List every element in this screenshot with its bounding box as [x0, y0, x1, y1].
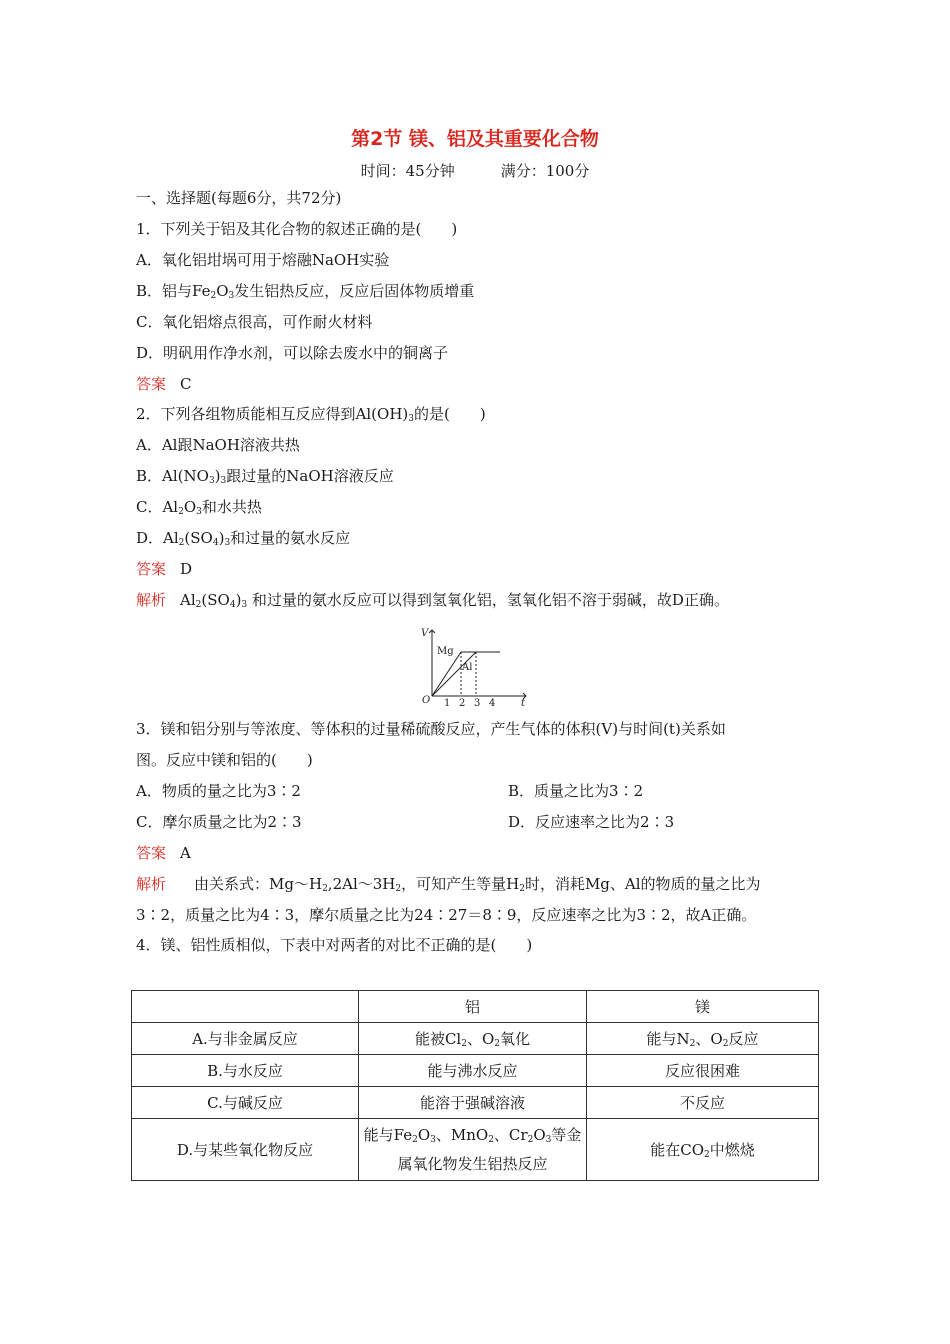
origin-label: O — [422, 695, 431, 706]
full-score: 满分：100分 — [500, 162, 590, 180]
table-header-cell: 镁 — [587, 991, 819, 1023]
q3-option-d: D．反应速率之比为2∶3 — [508, 813, 675, 831]
table-cell: 能溶于强碱溶液 — [359, 1087, 587, 1119]
section-heading: 一、选择题(每题6分，共72分) — [136, 189, 342, 207]
tick-label: 4 — [489, 698, 496, 708]
tick-label: 2 — [459, 698, 466, 708]
table-cell: 反应很困难 — [587, 1055, 819, 1087]
q4-stem: 4．镁、铝性质相似，下表中对两者的对比不正确的是( ) — [136, 936, 533, 954]
mg-label: Mg — [437, 646, 454, 657]
q3-analysis-line2: 3∶2，质量之比为4∶3，摩尔质量之比为24∶27＝8∶9，反应速率之比为3∶2，故A正确。 — [136, 906, 757, 924]
y-axis-label: V — [421, 628, 429, 639]
exam-meta — [0, 160, 950, 181]
table-cell-line: 属氧化物发生铝热反应 — [397, 1154, 548, 1173]
q1-stem: 1．下列关于铝及其化合物的叙述正确的是( ) — [136, 220, 458, 238]
q2-option-b: B．$Al(NO_3)_3$跟过量的NaOH溶液反应 — [136, 467, 394, 486]
q3-stem-line1: 3．镁和铝分别与等浓度、等体积的过量稀硫酸反应，产生气体的体积(V)与时间(t)关系如 — [136, 720, 726, 738]
q1-option-b: B．铝与$Fe_2O_3$发生铝热反应，反应后固体物质增重 — [136, 282, 475, 301]
tick-label: 1 — [444, 698, 451, 708]
time-limit: 时间：45分钟 — [360, 162, 455, 180]
q2-answer: 答案 D — [136, 560, 193, 578]
table-row — [132, 1119, 819, 1181]
table-header-cell — [132, 991, 359, 1023]
q1-option-d: D．明矾用作净水剂，可以除去废水中的铜离子 — [136, 344, 449, 362]
table-cell: A.与非金属反应 — [132, 1023, 359, 1055]
q2-option-a: A．Al跟NaOH溶液共热 — [136, 436, 300, 454]
q3-option-b: B．质量之比为3∶2 — [508, 782, 644, 800]
q3-option-c: C．摩尔质量之比为2∶3 — [136, 813, 302, 831]
table-cell: 不反应 — [587, 1087, 819, 1119]
q1-option-a: A．氧化铝坩埚可用于熔融NaOH实验 — [136, 251, 390, 269]
table-cell: 能被$Cl_2$、$O_2$氧化 — [359, 1023, 587, 1055]
table-row — [132, 1055, 819, 1087]
table-cell: B.与水反应 — [132, 1055, 359, 1087]
table-cell: 能与$N_2$、$O_2$反应 — [587, 1023, 819, 1055]
q3-option-a: A．物质的量之比为3∶2 — [136, 782, 301, 800]
q2-stem: 2．下列各组物质能相互反应得到$Al(OH)_3$的是( ) — [136, 405, 486, 424]
q2-option-d: D．$Al_2(SO_4)_3$和过量的氨水反应 — [136, 529, 351, 548]
comparison-table — [131, 990, 819, 1181]
volume-time-graph — [418, 626, 533, 708]
q2-option-c: C．$Al_2O_3$和水共热 — [136, 498, 262, 517]
table-cell-line: 能与$Fe_2O_3$、MnO$_2$、$Cr_2O_3$等金 — [363, 1125, 582, 1145]
q1-answer: 答案 C — [136, 375, 192, 393]
q3-analysis-line1: 解析 由关系式：$Mg\sim H_2,2Al\sim 3H_2$，可知产生等量$H_2$时，消耗Mg、Al的物质的量之比为 — [136, 875, 761, 894]
table-cell: 能与沸水反应 — [359, 1055, 587, 1087]
table-header-row — [132, 991, 819, 1023]
table-header-cell: 铝 — [359, 991, 587, 1023]
al-curve — [432, 652, 476, 696]
table-cell — [359, 1119, 587, 1181]
al-label: Al — [462, 662, 473, 673]
table-row — [132, 1087, 819, 1119]
table-row — [132, 1023, 819, 1055]
q1-option-c: C．氧化铝熔点很高，可作耐火材料 — [136, 313, 373, 331]
tick-label: 3 — [474, 698, 481, 708]
page-title: 第2节 镁、铝及其重要化合物 — [351, 128, 599, 150]
table-cell: C.与碱反应 — [132, 1087, 359, 1119]
table-cell: 能在$CO_2$中燃烧 — [587, 1119, 819, 1181]
q2-analysis: 解析 $Al_2(SO_4)_3$ 和过量的氨水反应可以得到氢氧化铝，氢氧化铝不溶于弱碱，故D正确。 — [136, 591, 729, 610]
x-axis-label: t — [521, 698, 526, 708]
q3-answer: 答案 A — [136, 844, 191, 862]
table-cell: D.与某些氧化物反应 — [132, 1119, 359, 1181]
q3-stem-line2: 图。反应中镁和铝的( ) — [136, 751, 313, 769]
mg-curve — [432, 652, 500, 696]
